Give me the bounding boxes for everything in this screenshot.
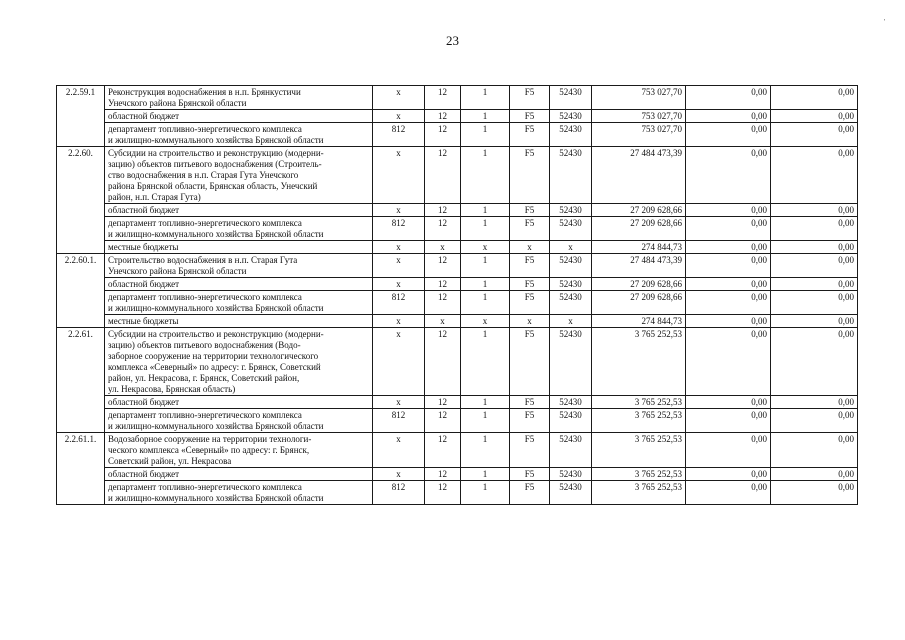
amount-2023-cell: 0,00	[771, 204, 858, 217]
description-line: местные бюджеты	[108, 242, 179, 252]
amount-2023-cell: 0,00	[771, 278, 858, 291]
kvsr-cell: x	[373, 468, 425, 481]
target-program-cell: F5	[510, 481, 550, 505]
subsection-cell: x	[461, 315, 510, 328]
table-row	[57, 86, 858, 110]
table-row	[57, 110, 858, 123]
target-program-cell: x	[510, 315, 550, 328]
target-article-cell: 52430	[550, 328, 592, 396]
table-row	[57, 147, 858, 204]
target-program-cell: F5	[510, 123, 550, 147]
section-cell: 12	[425, 217, 461, 241]
amount-2023-cell: 0,00	[771, 241, 858, 254]
amount-2022-cell: 0,00	[686, 217, 771, 241]
kvsr-cell: x	[373, 204, 425, 217]
description-line: департамент топливно-энергетического комплекса	[108, 292, 302, 302]
description-line: зацию) объектов питьевого водоснабжения (Строитель-	[108, 159, 322, 169]
table-row	[57, 291, 858, 315]
table-row	[57, 123, 858, 147]
target-article-cell: x	[550, 241, 592, 254]
amount-2022-cell: 0,00	[686, 328, 771, 396]
amount-2023-cell: 0,00	[771, 123, 858, 147]
target-article-cell: 52430	[550, 254, 592, 278]
amount-2021-cell: 3 765 252,53	[592, 468, 686, 481]
amount-2023-cell: 0,00	[771, 433, 858, 468]
description-line: Субсидии на строительство и реконструкцию (модерни-	[108, 329, 324, 339]
description-line: Субсидии на строительство и реконструкцию (модерни-	[108, 148, 324, 158]
target-article-cell: 52430	[550, 110, 592, 123]
description-cell	[105, 291, 373, 315]
amount-2023-cell: 0,00	[771, 468, 858, 481]
table-row	[57, 468, 858, 481]
subsection-cell: 1	[461, 254, 510, 278]
description-line: Строительство водоснабжения в н.п. Старая Гута	[108, 255, 298, 265]
subsection-cell: 1	[461, 468, 510, 481]
section-cell: x	[425, 315, 461, 328]
section-cell: 12	[425, 396, 461, 409]
amount-2022-cell: 0,00	[686, 241, 771, 254]
section-cell: 12	[425, 481, 461, 505]
subsection-cell: 1	[461, 110, 510, 123]
section-cell: 12	[425, 433, 461, 468]
subsection-cell: 1	[461, 278, 510, 291]
description-cell	[105, 315, 373, 328]
description-line: областной бюджет	[108, 397, 180, 407]
description-line: департамент топливно-энергетического комплекса	[108, 218, 302, 228]
description-cell	[105, 204, 373, 217]
table-row	[57, 409, 858, 433]
amount-2021-cell: 27 209 628,66	[592, 217, 686, 241]
amount-2022-cell: 0,00	[686, 433, 771, 468]
amount-2022-cell: 0,00	[686, 315, 771, 328]
kvsr-cell: x	[373, 328, 425, 396]
subsection-cell: 1	[461, 433, 510, 468]
subsection-cell: 1	[461, 86, 510, 110]
target-program-cell: F5	[510, 409, 550, 433]
description-line: департамент топливно-энергетического комплекса	[108, 482, 302, 492]
target-program-cell: F5	[510, 396, 550, 409]
amount-2021-cell: 753 027,70	[592, 123, 686, 147]
section-cell: 12	[425, 291, 461, 315]
table-row	[57, 433, 858, 468]
table-row	[57, 254, 858, 278]
target-program-cell: F5	[510, 217, 550, 241]
kvsr-cell: x	[373, 433, 425, 468]
amount-2023-cell: 0,00	[771, 291, 858, 315]
target-article-cell: 52430	[550, 217, 592, 241]
description-line: и жилищно-коммунального хозяйства Брянской области	[108, 135, 324, 145]
table-row	[57, 328, 858, 396]
table-body	[57, 86, 858, 505]
amount-2022-cell: 0,00	[686, 123, 771, 147]
description-line: местные бюджеты	[108, 316, 179, 326]
target-program-cell: F5	[510, 278, 550, 291]
item-code-cell: 2.2.60.1.	[57, 254, 105, 328]
item-code-cell: 2.2.60.	[57, 147, 105, 254]
description-line: района Брянской области, Брянская область, Унечский	[108, 181, 318, 191]
target-program-cell: F5	[510, 291, 550, 315]
table-row	[57, 396, 858, 409]
kvsr-cell: x	[373, 254, 425, 278]
amount-2023-cell: 0,00	[771, 86, 858, 110]
corner-mark: '	[884, 18, 886, 26]
description-line: и жилищно-коммунального хозяйства Брянской области	[108, 493, 324, 503]
description-line: и жилищно-коммунального хозяйства Брянской области	[108, 421, 324, 431]
amount-2023-cell: 0,00	[771, 328, 858, 396]
amount-2023-cell: 0,00	[771, 409, 858, 433]
target-article-cell: 52430	[550, 123, 592, 147]
description-line: заборное сооружение на территории технологического	[108, 351, 319, 361]
section-cell: 12	[425, 328, 461, 396]
section-cell: 12	[425, 123, 461, 147]
description-cell	[105, 396, 373, 409]
description-line: Советский район, ул. Некрасова	[108, 456, 232, 466]
section-cell: 12	[425, 110, 461, 123]
description-line: департамент топливно-энергетического комплекса	[108, 124, 302, 134]
target-program-cell: F5	[510, 147, 550, 204]
kvsr-cell: 812	[373, 481, 425, 505]
amount-2021-cell: 753 027,70	[592, 86, 686, 110]
amount-2022-cell: 0,00	[686, 86, 771, 110]
kvsr-cell: x	[373, 278, 425, 291]
budget-table	[56, 85, 858, 505]
table-row	[57, 278, 858, 291]
kvsr-cell: 812	[373, 217, 425, 241]
subsection-cell: 1	[461, 217, 510, 241]
item-code-cell: 2.2.61.1.	[57, 433, 105, 505]
amount-2021-cell: 27 484 473,39	[592, 254, 686, 278]
section-cell: 12	[425, 147, 461, 204]
amount-2023-cell: 0,00	[771, 217, 858, 241]
target-article-cell: 52430	[550, 291, 592, 315]
description-cell	[105, 217, 373, 241]
target-article-cell: 52430	[550, 396, 592, 409]
target-program-cell: F5	[510, 433, 550, 468]
amount-2021-cell: 27 484 473,39	[592, 147, 686, 204]
kvsr-cell: 812	[373, 123, 425, 147]
description-line: областной бюджет	[108, 469, 180, 479]
kvsr-cell: x	[373, 86, 425, 110]
amount-2023-cell: 0,00	[771, 396, 858, 409]
description-line: район, н.п. Старая Гута)	[108, 192, 201, 202]
amount-2022-cell: 0,00	[686, 147, 771, 204]
description-line: департамент топливно-энергетического комплекса	[108, 410, 302, 420]
subsection-cell: 1	[461, 481, 510, 505]
description-line: областной бюджет	[108, 279, 180, 289]
description-cell	[105, 278, 373, 291]
amount-2023-cell: 0,00	[771, 481, 858, 505]
description-line: Унечского района Брянской области	[108, 266, 247, 276]
amount-2021-cell: 3 765 252,53	[592, 396, 686, 409]
kvsr-cell: 812	[373, 291, 425, 315]
subsection-cell: 1	[461, 147, 510, 204]
description-line: Водозаборное сооружение на территории технологи-	[108, 434, 312, 444]
kvsr-cell: x	[373, 241, 425, 254]
amount-2022-cell: 0,00	[686, 409, 771, 433]
table-row	[57, 241, 858, 254]
description-line: комплекса «Северный» по адресу: г. Брянск, Советский	[108, 362, 321, 372]
description-line: зацию) объектов питьевого водоснабжения (Водо-	[108, 340, 301, 350]
section-cell: 12	[425, 409, 461, 433]
target-article-cell: 52430	[550, 433, 592, 468]
description-cell	[105, 468, 373, 481]
amount-2021-cell: 3 765 252,53	[592, 328, 686, 396]
table-row	[57, 481, 858, 505]
target-program-cell: x	[510, 241, 550, 254]
amount-2022-cell: 0,00	[686, 110, 771, 123]
kvsr-cell: 812	[373, 409, 425, 433]
target-article-cell: 52430	[550, 278, 592, 291]
target-article-cell: 52430	[550, 86, 592, 110]
table-row	[57, 217, 858, 241]
description-line: ческого комплекса «Северный» по адресу: г. Брянск,	[108, 445, 310, 455]
table-row	[57, 315, 858, 328]
amount-2021-cell: 3 765 252,53	[592, 433, 686, 468]
amount-2022-cell: 0,00	[686, 278, 771, 291]
item-code-cell: 2.2.61.	[57, 328, 105, 433]
amount-2023-cell: 0,00	[771, 254, 858, 278]
amount-2022-cell: 0,00	[686, 254, 771, 278]
table-row	[57, 204, 858, 217]
description-cell	[105, 409, 373, 433]
kvsr-cell: x	[373, 110, 425, 123]
description-cell	[105, 110, 373, 123]
amount-2023-cell: 0,00	[771, 147, 858, 204]
page-number: 23	[446, 33, 459, 48]
target-program-cell: F5	[510, 204, 550, 217]
target-program-cell: F5	[510, 468, 550, 481]
section-cell: x	[425, 241, 461, 254]
amount-2022-cell: 0,00	[686, 468, 771, 481]
amount-2022-cell: 0,00	[686, 204, 771, 217]
section-cell: 12	[425, 278, 461, 291]
description-cell	[105, 86, 373, 110]
amount-2021-cell: 753 027,70	[592, 110, 686, 123]
subsection-cell: 1	[461, 409, 510, 433]
target-program-cell: F5	[510, 254, 550, 278]
kvsr-cell: x	[373, 147, 425, 204]
description-cell	[105, 123, 373, 147]
subsection-cell: 1	[461, 204, 510, 217]
amount-2021-cell: 274 844,73	[592, 315, 686, 328]
kvsr-cell: x	[373, 396, 425, 409]
amount-2021-cell: 27 209 628,66	[592, 204, 686, 217]
target-program-cell: F5	[510, 86, 550, 110]
section-cell: 12	[425, 254, 461, 278]
description-line: областной бюджет	[108, 205, 180, 215]
target-article-cell: 52430	[550, 481, 592, 505]
description-cell	[105, 433, 373, 468]
description-line: и жилищно-коммунального хозяйства Брянской области	[108, 303, 324, 313]
description-cell	[105, 481, 373, 505]
amount-2023-cell: 0,00	[771, 315, 858, 328]
description-line: ство водоснабжения в н.п. Старая Гута Унечского	[108, 170, 299, 180]
description-line: Реконструкция водоснабжения в н.п. Брянкустичи	[108, 87, 301, 97]
amount-2021-cell: 3 765 252,53	[592, 409, 686, 433]
amount-2021-cell: 3 765 252,53	[592, 481, 686, 505]
description-line: ул. Некрасова, Брянская область)	[108, 384, 236, 394]
target-program-cell: F5	[510, 110, 550, 123]
amount-2023-cell: 0,00	[771, 110, 858, 123]
item-code-cell: 2.2.59.1	[57, 86, 105, 147]
description-line: район, ул. Некрасова, г. Брянск, Советский район,	[108, 373, 300, 383]
description-line: Унечского района Брянской области	[108, 98, 247, 108]
description-line: и жилищно-коммунального хозяйства Брянской области	[108, 229, 324, 239]
kvsr-cell: x	[373, 315, 425, 328]
amount-2021-cell: 27 209 628,66	[592, 278, 686, 291]
amount-2021-cell: 27 209 628,66	[592, 291, 686, 315]
subsection-cell: 1	[461, 396, 510, 409]
amount-2022-cell: 0,00	[686, 396, 771, 409]
section-cell: 12	[425, 86, 461, 110]
amount-2022-cell: 0,00	[686, 291, 771, 315]
subsection-cell: 1	[461, 328, 510, 396]
section-cell: 12	[425, 204, 461, 217]
description-cell	[105, 241, 373, 254]
target-article-cell: 52430	[550, 147, 592, 204]
amount-2022-cell: 0,00	[686, 481, 771, 505]
subsection-cell: 1	[461, 123, 510, 147]
target-article-cell: x	[550, 315, 592, 328]
target-program-cell: F5	[510, 328, 550, 396]
target-article-cell: 52430	[550, 468, 592, 481]
target-article-cell: 52430	[550, 409, 592, 433]
target-article-cell: 52430	[550, 204, 592, 217]
description-cell	[105, 328, 373, 396]
description-line: областной бюджет	[108, 111, 180, 121]
subsection-cell: x	[461, 241, 510, 254]
amount-2021-cell: 274 844,73	[592, 241, 686, 254]
section-cell: 12	[425, 468, 461, 481]
description-cell	[105, 254, 373, 278]
description-cell	[105, 147, 373, 204]
subsection-cell: 1	[461, 291, 510, 315]
